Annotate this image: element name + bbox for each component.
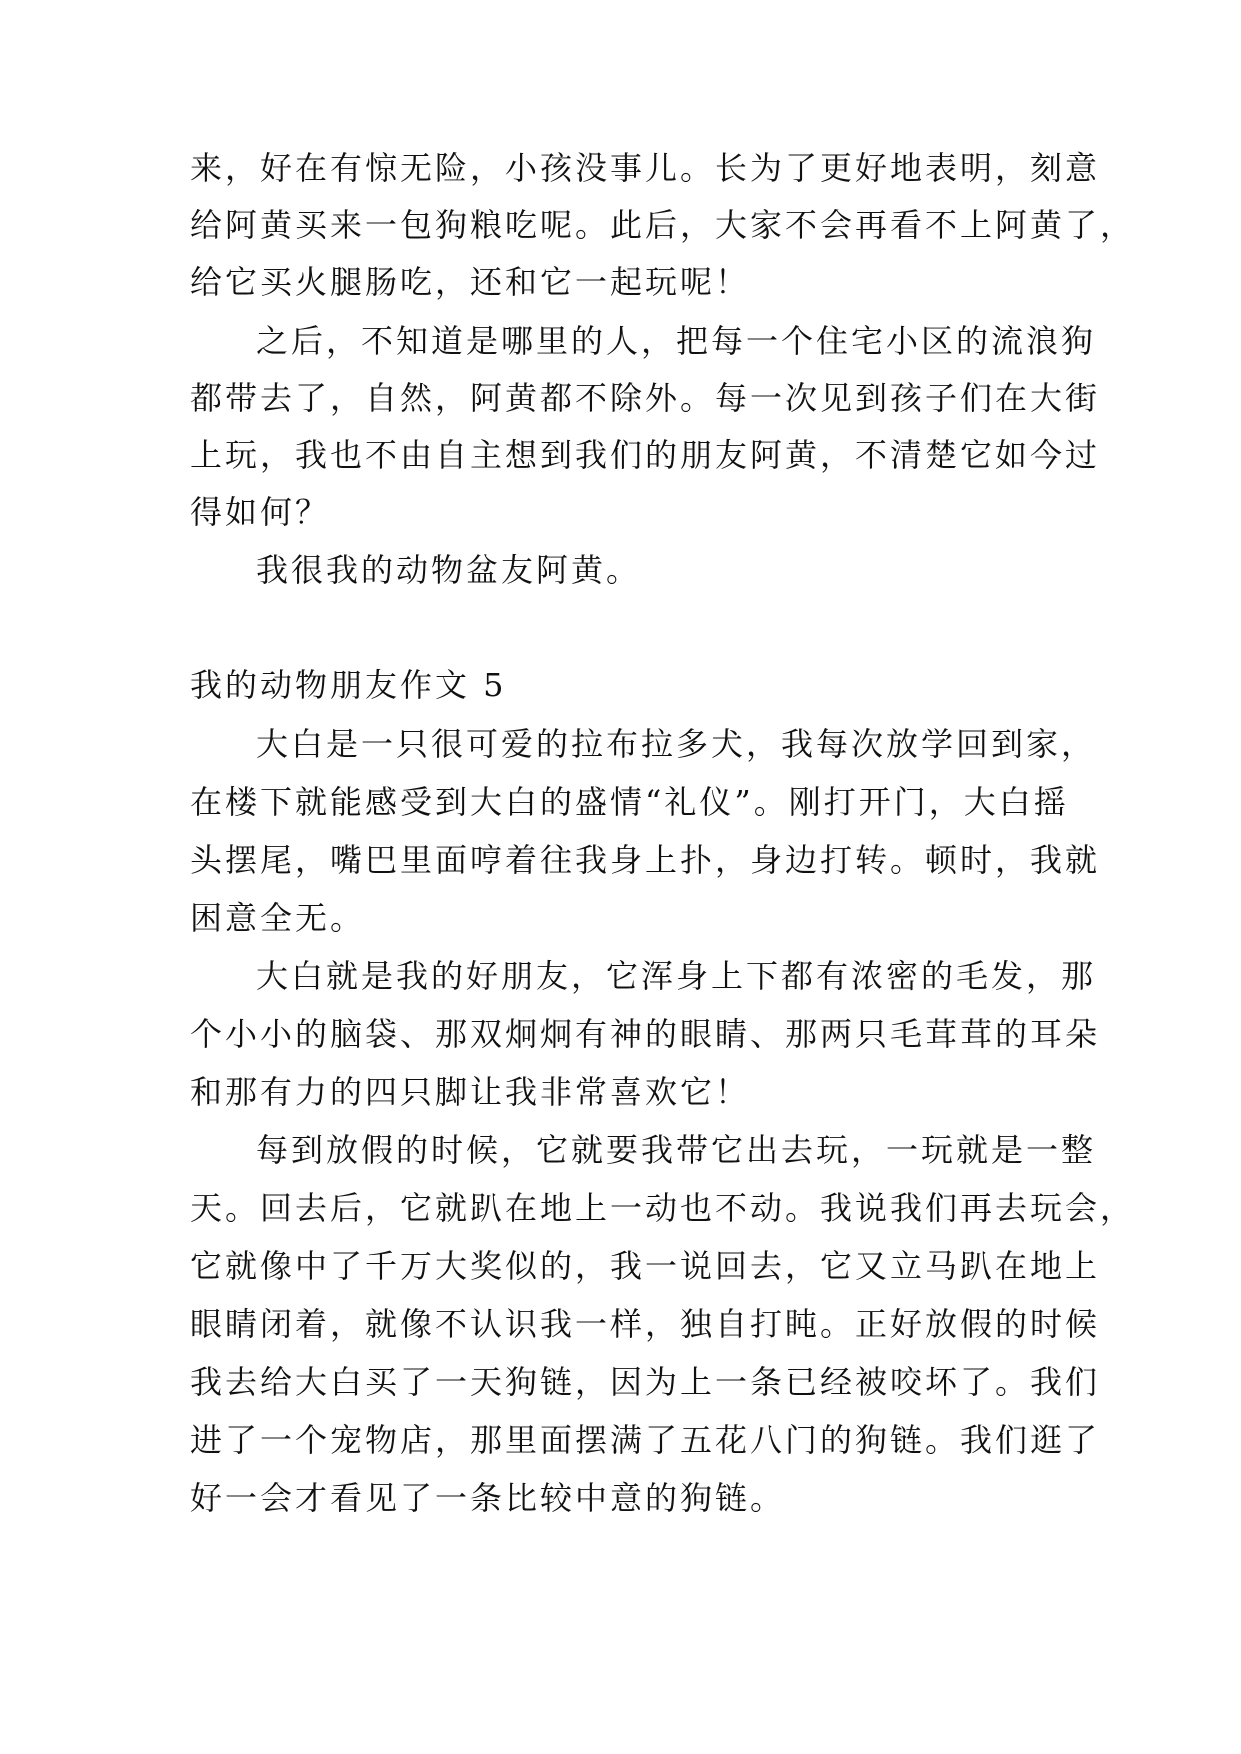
paragraph-line: 给它买火腿肠吃，还和它一起玩呢！ <box>190 263 751 301</box>
paragraph-line: 都带去了，自然，阿黄都不除外。每一次见到孩子们在大街 <box>190 379 1101 417</box>
paragraph-line: 和那有力的四只脚让我非常喜欢它！ <box>190 1073 751 1111</box>
paragraph-line: 之后，不知道是哪里的人，把每一个住宅小区的流浪狗 <box>256 322 1097 360</box>
paragraph-line: 大白是一只很可爱的拉布拉多犬，我每次放学回到家， <box>256 725 1097 763</box>
paragraph-line: 它就像中了千万大奖似的，我一说回去，它又立马趴在地上 <box>190 1247 1101 1285</box>
paragraph-line: 好一会才看见了一条比较中意的狗链。 <box>190 1479 786 1517</box>
section-title: 我的动物朋友作文 5 <box>190 666 507 704</box>
paragraph-line: 天。回去后，它就趴在地上一动也不动。我说我们再去玩会， <box>190 1189 1136 1227</box>
paragraph-line: 上玩，我也不由自主想到我们的朋友阿黄，不清楚它如今过 <box>190 436 1101 474</box>
paragraph-line: 个小小的脑袋、那双炯炯有神的眼睛、那两只毛茸茸的耳朵 <box>190 1015 1101 1053</box>
paragraph-line: 困意全无。 <box>190 899 366 937</box>
paragraph-line: 我去给大白买了一天狗链，因为上一条已经被咬坏了。我们 <box>190 1363 1101 1401</box>
paragraph-line: 给阿黄买来一包狗粮吃呢。此后，大家不会再看不上阿黄了， <box>190 206 1136 244</box>
paragraph-line: 在楼下就能感受到大白的盛情“礼仪”。刚打开门，大白摇 <box>190 783 1069 821</box>
paragraph-line: 眼睛闭着，就像不认识我一样，独自打盹。正好放假的时候 <box>190 1305 1101 1343</box>
paragraph-line: 进了一个宠物店，那里面摆满了五花八门的狗链。我们逛了 <box>190 1421 1101 1459</box>
paragraph-line: 大白就是我的好朋友，它浑身上下都有浓密的毛发，那 <box>256 957 1097 995</box>
paragraph-line: 每到放假的时候，它就要我带它出去玩，一玩就是一整 <box>256 1131 1097 1169</box>
paragraph-line: 得如何？ <box>190 493 331 531</box>
paragraph-line: 来，好在有惊无险，小孩没事儿。长为了更好地表明，刻意 <box>190 149 1101 187</box>
paragraph-line: 我很我的动物盆友阿黄。 <box>256 551 642 589</box>
paragraph-line: 头摆尾，嘴巴里面哼着往我身上扑，身边打转。顿时，我就 <box>190 841 1101 879</box>
